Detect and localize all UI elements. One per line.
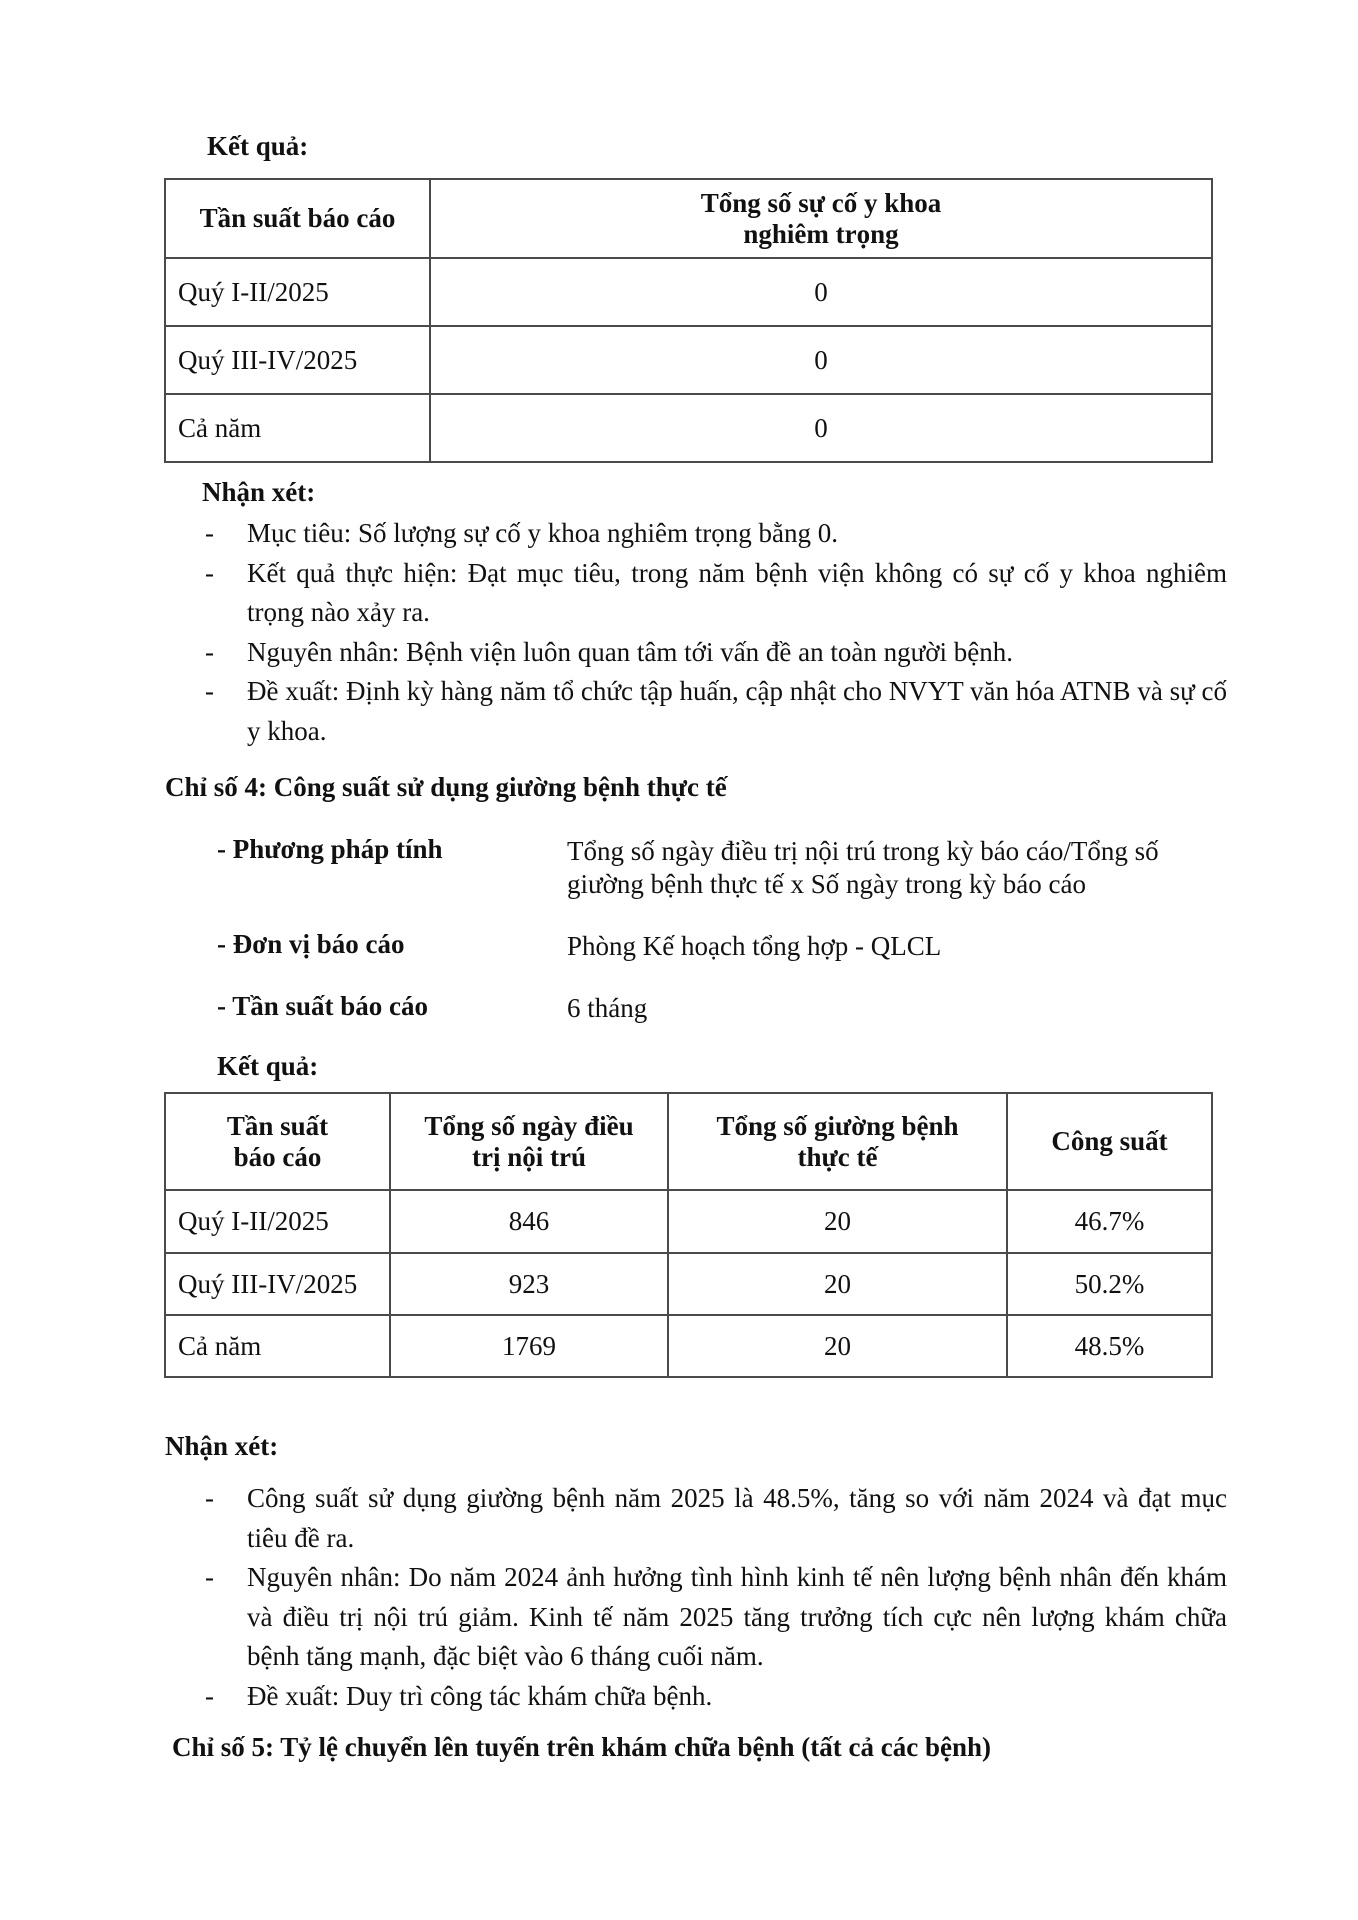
value-cell: 0	[430, 258, 1212, 326]
bullet-dash: -	[205, 518, 214, 548]
reporting-unit-value: Phòng Kế hoạch tổng hợp - QLCL	[567, 931, 942, 961]
section-title: Chỉ số 4: Công suất sử dụng giường bệnh thực tế	[165, 772, 727, 802]
bullet-dash: -	[205, 636, 214, 667]
beds-cell: 20	[668, 1315, 1007, 1377]
bed-capacity-table	[164, 1092, 1213, 1378]
method-label: - Phương pháp tính	[217, 834, 443, 864]
header-text: Tổng số ngày điều trị nội trú	[424, 1110, 634, 1172]
list-item	[205, 1558, 1227, 1677]
bullet-dash: -	[205, 1483, 214, 1513]
comments-label: Nhận xét:	[165, 1431, 279, 1461]
capacity-cell: 46.7%	[1007, 1190, 1212, 1253]
comment-text: Mục tiêu: Số lượng sự cố y khoa nghiêm trọng bằng 0.	[247, 518, 838, 548]
result-label: Kết quả:	[207, 131, 309, 161]
beds-cell: 20	[668, 1190, 1007, 1253]
capacity-cell: 48.5%	[1007, 1315, 1212, 1377]
beds-cell: 20	[668, 1253, 1007, 1315]
header-text: Tổng số giường bệnh thực tế	[716, 1110, 959, 1172]
list-item	[205, 633, 1227, 673]
reporting-unit-label: - Đơn vị báo cáo	[217, 929, 405, 959]
table-header-cell: Công suất	[1007, 1093, 1212, 1190]
period-cell: Quý I-II/2025	[165, 1190, 390, 1253]
table-row	[165, 1190, 1212, 1253]
comments-list	[205, 514, 1227, 751]
list-item	[205, 514, 1227, 554]
list-item	[205, 672, 1227, 751]
frequency-value: 6 tháng	[567, 993, 648, 1023]
table-header-cell	[430, 179, 1212, 258]
serious-incidents-table	[164, 178, 1213, 463]
bullet-dash: -	[205, 557, 214, 588]
bullet-dash: -	[205, 1562, 214, 1592]
value-cell: 0	[430, 394, 1212, 462]
period-cell: Quý III-IV/2025	[165, 1253, 390, 1315]
bullet-dash: -	[205, 676, 214, 706]
list-item	[205, 1479, 1227, 1558]
comment-text: Nguyên nhân: Do năm 2024 ảnh hưởng tình hình kinh tế nên lượng bệnh nhân đến khám và điều trị nội trú giảm. Kinh tế năm 2025 tăng trưởng tích cực nên lượng khám chữa bệnh tăng mạnh, đặc biệt vào 6 tháng cuối năm.	[247, 1562, 1227, 1671]
period-cell: Cả năm	[165, 394, 430, 462]
table-row	[165, 1315, 1212, 1377]
section-title: Chỉ số 5: Tỷ lệ chuyển lên tuyến trên khám chữa bệnh (tất cả các bệnh)	[172, 1732, 991, 1762]
table-header-cell	[390, 1093, 668, 1190]
list-item	[205, 554, 1227, 633]
inpatient-days-cell: 923	[390, 1253, 668, 1315]
value-cell: 0	[430, 326, 1212, 394]
period-cell: Quý III-IV/2025	[165, 326, 430, 394]
table-row	[165, 326, 1212, 394]
period-cell: Cả năm	[165, 1315, 390, 1377]
table-header-cell	[668, 1093, 1007, 1190]
header-text: Tổng số sự cố y khoa nghiêm trọng	[700, 187, 942, 249]
table-header-row	[165, 179, 1212, 258]
comments-list	[205, 1479, 1227, 1716]
list-item	[205, 1677, 1227, 1717]
table-header-row	[165, 1093, 1212, 1190]
capacity-cell: 50.2%	[1007, 1253, 1212, 1315]
period-cell: Quý I-II/2025	[165, 258, 430, 326]
table-header-cell	[165, 1093, 390, 1190]
method-value: Tổng số ngày điều trị nội trú trong kỳ báo cáo/Tổng số giường bệnh thực tế x Số ngày trong kỳ báo cáo	[567, 836, 1159, 899]
inpatient-days-cell: 846	[390, 1190, 668, 1253]
table-row	[165, 1253, 1212, 1315]
comment-text: Nguyên nhân: Bệnh viện luôn quan tâm tới vấn đề an toàn người bệnh.	[247, 636, 1014, 667]
table-header-cell: Tần suất báo cáo	[165, 179, 430, 258]
comments-label: Nhận xét:	[202, 477, 316, 507]
result-label: Kết quả:	[217, 1051, 319, 1081]
table-row	[165, 394, 1212, 462]
comment-text: Đề xuất: Định kỳ hàng năm tổ chức tập huấn, cập nhật cho NVYT văn hóa ATNB và sự cố y khoa.	[247, 676, 1227, 746]
comment-text: Kết quả thực hiện: Đạt mục tiêu, trong năm bệnh viện không có sự cố y khoa nghiêm trọng nào xảy ra.	[247, 557, 1227, 627]
table-row	[165, 258, 1212, 326]
comment-text: Công suất sử dụng giường bệnh năm 2025 là 48.5%, tăng so với năm 2024 và đạt mục tiêu đề ra.	[247, 1483, 1227, 1553]
frequency-label: - Tần suất báo cáo	[217, 991, 429, 1021]
comment-text: Đề xuất: Duy trì công tác khám chữa bệnh.	[247, 1680, 713, 1711]
header-text: Tần suất báo cáo	[226, 1110, 329, 1172]
bullet-dash: -	[205, 1680, 214, 1711]
inpatient-days-cell: 1769	[390, 1315, 668, 1377]
